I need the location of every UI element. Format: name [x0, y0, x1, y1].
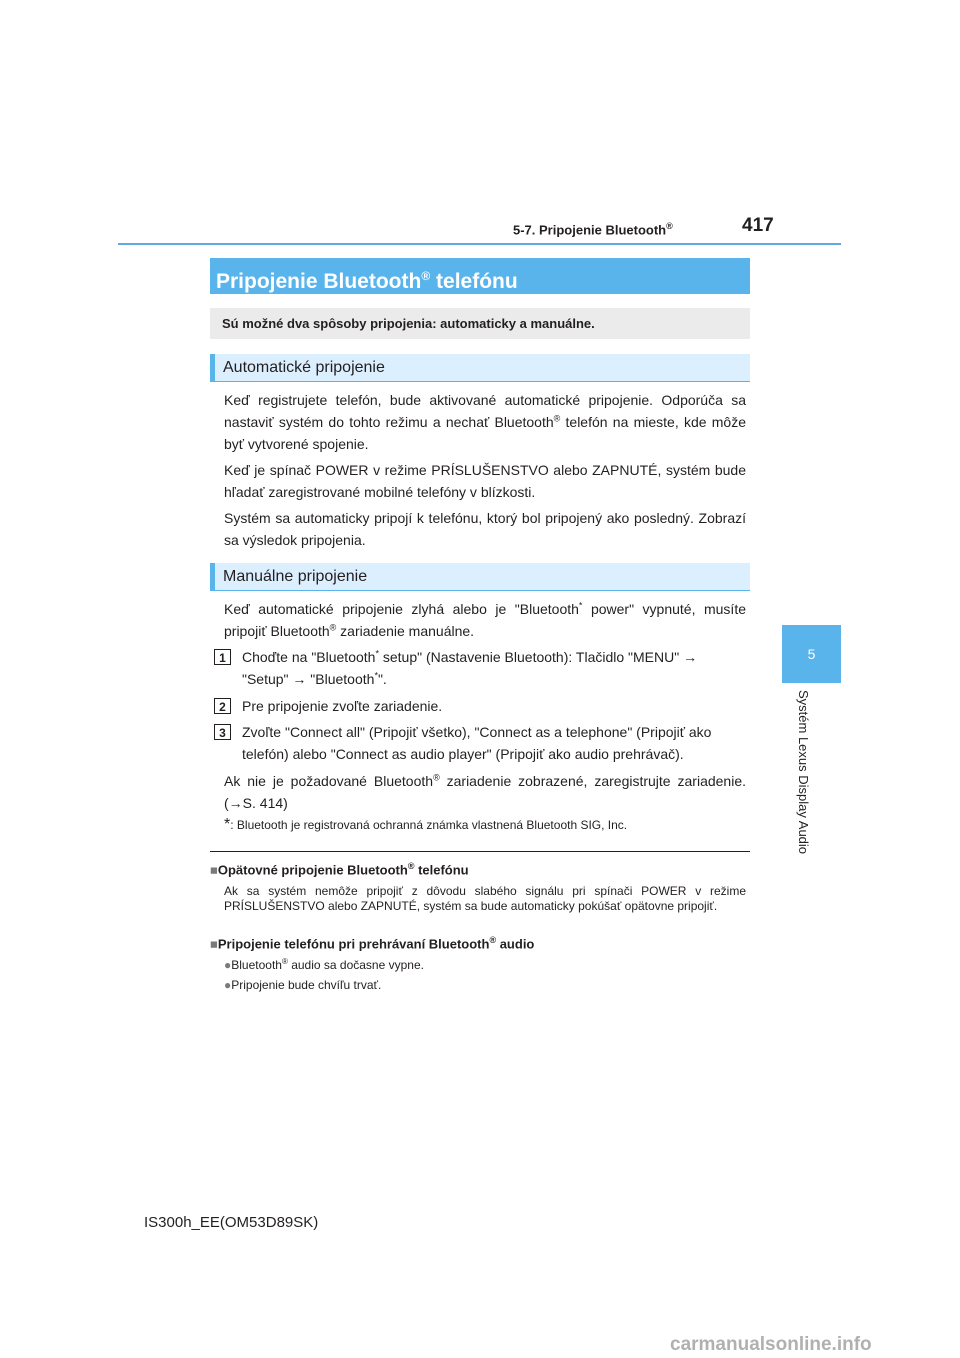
square-bullet-icon: ■ [210, 862, 218, 878]
dot-bullet-icon: ● [224, 958, 232, 972]
notes-divider [210, 851, 750, 852]
auto-paragraph-3: Systém sa automaticky pripojí k telefónu, ktorý bol pripojený ako posledný. Zobrazí sa výsledok pripojenia. [224, 510, 746, 548]
auto-heading: Automatické pripojenie [210, 354, 750, 382]
note-heading-reconnect: ■Opätovné pripojenie Bluetooth® telefónu [210, 861, 469, 878]
auto-paragraph-2: Keď je spínač POWER v režime PRÍSLUŠENSTVO alebo ZAPNUTÉ, systém bude hľadať zaregistrované mobilné telefóny v blízkosti. [224, 462, 746, 500]
page-number: 417 [742, 215, 774, 236]
header-section-title: 5-7. Pripojenie Bluetooth® [513, 221, 673, 238]
manual-paragraph-1: Keď automatické pripojenie zlyhá alebo je "Bluetooth* power" vypnuté, musíte pripojiť Bluetooth® zariadenie manuálne. [224, 600, 746, 639]
step-text-2: Pre pripojenie zvoľte zariadenie. [242, 698, 443, 714]
note-heading-audio: ■Pripojenie telefónu pri prehrávaní Bluetooth® audio [210, 935, 535, 952]
step-number-2: 2 [214, 698, 231, 714]
manual-heading: Manuálne pripojenie [210, 563, 750, 591]
note-bullet-2: ●Pripojenie bude chvíľu trvať. [224, 978, 382, 992]
step-text-3: Zvoľte "Connect all" (Pripojiť všetko), "Connect as a telephone" (Pripojiť ako telefón) alebo "Connect as audio player" (Pripojiť ako audio prehrávač). [242, 724, 712, 762]
note-bullet-1: ●Bluetooth® audio sa dočasne vypne. [224, 957, 424, 972]
note-body-reconnect: Ak sa systém nemôže pripojiť z dôvodu slabého signálu pri spínači POWER v režime PRÍSLUŠENSTVO alebo ZAPNUTÉ, systém sa bude automaticky pokúšať opätovne pripojiť. [224, 884, 746, 913]
footnote: *: Bluetooth je registrovaná ochranná známka vlastnená Bluetooth SIG, Inc. [224, 816, 628, 833]
square-bullet-icon: ■ [210, 936, 218, 952]
step-number-1: 1 [214, 649, 231, 665]
manual-paragraph-2: Ak nie je požadované Bluetooth® zariadenie zobrazené, zaregistrujte zariadenie. (→S. 414) [224, 772, 746, 811]
step-number-3: 3 [214, 724, 231, 740]
chapter-tab: 5 [782, 625, 841, 683]
header-divider [118, 243, 841, 245]
auto-paragraph-1: Keď registrujete telefón, bude aktivované automatické pripojenie. Odporúča sa nastaviť systém do tohto režimu a nechať Bluetooth® telefón na mieste, kde môže byť vytvorené spojenie. [224, 392, 746, 452]
page-title: Pripojenie Bluetooth® telefónu [210, 258, 750, 294]
dot-bullet-icon: ● [224, 978, 232, 992]
chapter-tab-label: Systém Lexus Display Audio [796, 690, 811, 855]
intro-box: Sú možné dva spôsoby pripojenia: automaticky a manuálne. [210, 308, 750, 339]
footer-manual-code: IS300h_EE(OM53D89SK) [144, 1214, 319, 1231]
watermark: carmanualsonline.info [670, 1334, 872, 1355]
step-text-1: Choďte na "Bluetooth* setup" (Nastavenie Bluetooth): Tlačidlo "MENU" → "Setup" → "Bluetooth*". [242, 648, 698, 687]
